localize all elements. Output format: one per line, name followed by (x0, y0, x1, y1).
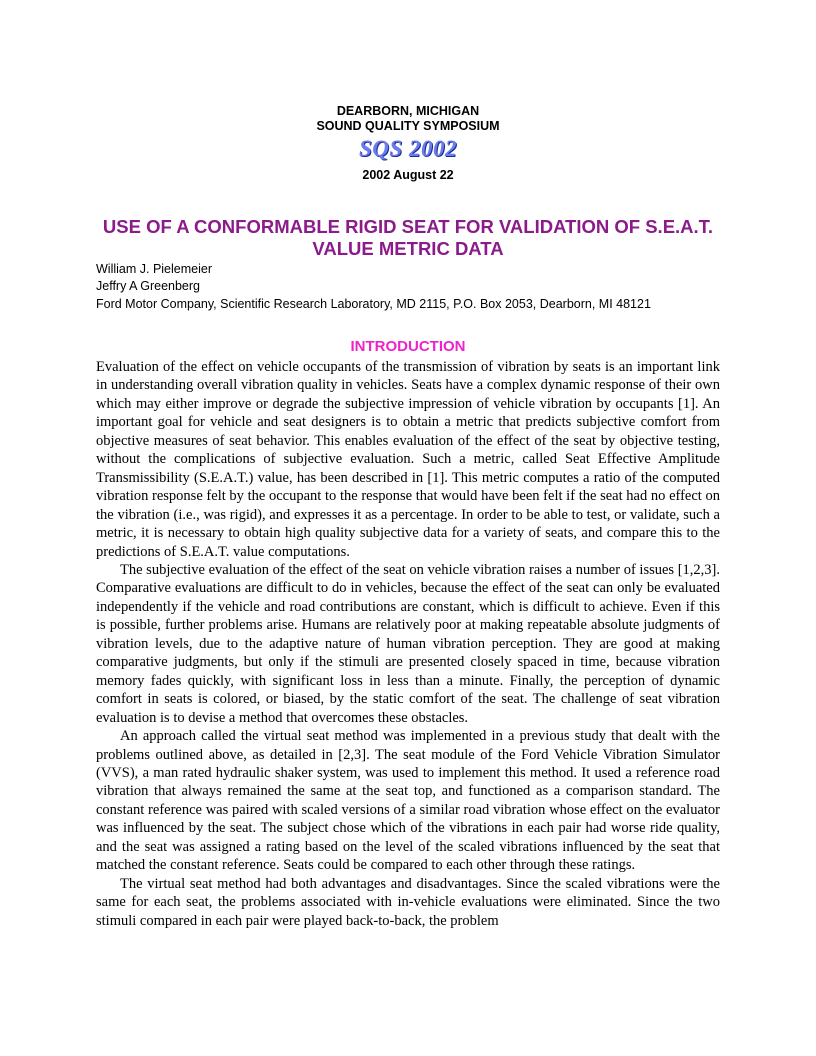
section-body (96, 358, 720, 930)
header-date: 2002 August 22 (362, 168, 454, 182)
body-paragraph: Evaluation of the effect on vehicle occupants of the transmission of vibration by seats is an important link in understanding overall vibration quality in vehicles. Seats have a complex dynamic response of their own which may either improve or degrade the subjective impression of vehicle vibration by occupants [1]. An important goal for vehicle and seat designers is to obtain a metric that predicts subjective comfort from objective measures of seat behavior. This enables evaluation of the effect of the seat by objective testing, without the complications of subjective evaluation. Such a metric, called Seat Effective Amplitude Transmissibility (S.E.A.T.) value, has been described in [1]. This metric computes a ratio of the computed vibration response felt by the occupant to the response that would have been felt if the seat had no effect on the vibration (i.e., was rigid), and expresses it as a percentage. In order to be able to test, or validate, such a metric, it is necessary to obtain high quality subjective data for a variety of seats, and compare this to the predictions of S.E.A.T. value computations. (96, 359, 720, 560)
header-location: DEARBORN, MICHIGAN (336, 104, 480, 118)
symposium-header (0, 104, 816, 183)
paper-title: USE OF A CONFORMABLE RIGID SEAT FOR VALIDATION OF S.E.A.T. VALUE METRIC DATA (102, 216, 714, 259)
author-block (96, 261, 736, 313)
body-paragraph: An approach called the virtual seat method was implemented in a previous study that dealt with the problems outlined above, as detailed in [2,3]. The seat module of the Ford Vehicle Vibration Simulator (VVS), a man rated hydraulic shaker system, was used to implement this method. It used a reference road vibration that always remained the same at the seat top, and functioned as a comparison standard. The constant reference was paired with scaled versions of a similar road vibration whose effect on the evaluator was influenced by the seat. The subject chose which of the vibrations in each pair had worse ride quality, and the seat was assigned a rating based on the level of the scaled vibrations influenced by the seat that matched the constant reference. Seats could be compared to each other through these ratings. (96, 728, 720, 874)
author-affiliation: Ford Motor Company, Scientific Research Laboratory, MD 2115, P.O. Box 2053, Dearborn, MI 48121 (96, 296, 651, 311)
author-name: Jeffry A Greenberg (96, 279, 200, 294)
sqs-logo: SQS 2002 (359, 136, 457, 161)
author-name: William J. Pielemeier (96, 262, 212, 276)
section-heading: INTRODUCTION (350, 338, 466, 355)
body-paragraph: The virtual seat method had both advantages and disadvantages. Since the scaled vibrations were the same for each seat, the problems associated with in-vehicle evaluations were eliminated. Since the two stimuli compared in each pair were played back-to-back, the problem (96, 875, 720, 929)
header-event: SOUND QUALITY SYMPOSIUM (316, 119, 500, 133)
body-paragraph: The subjective evaluation of the effect of the seat on vehicle vibration raises a number of issues [1,2,3]. Comparative evaluations are difficult to do in vehicles, because the effect of the seat can only be evaluated independently if the vehicle and road contributions are constant, which is difficult to achieve. Even if this is possible, further problems arise. Humans are relatively poor at making repeatable absolute judgments of vibration levels, due to the adaptive nature of human vibration perception. They are good at making comparative judgments, but only if the stimuli are presented closely spaced in time, because vibration memory fades quickly, with significant loss in less than a minute. Finally, the perception of dynamic comfort in seats is colored, or biased, by the static comfort of the seat. The challenge of seat vibration evaluation is to devise a method that overcomes these obstacles. (96, 561, 720, 726)
